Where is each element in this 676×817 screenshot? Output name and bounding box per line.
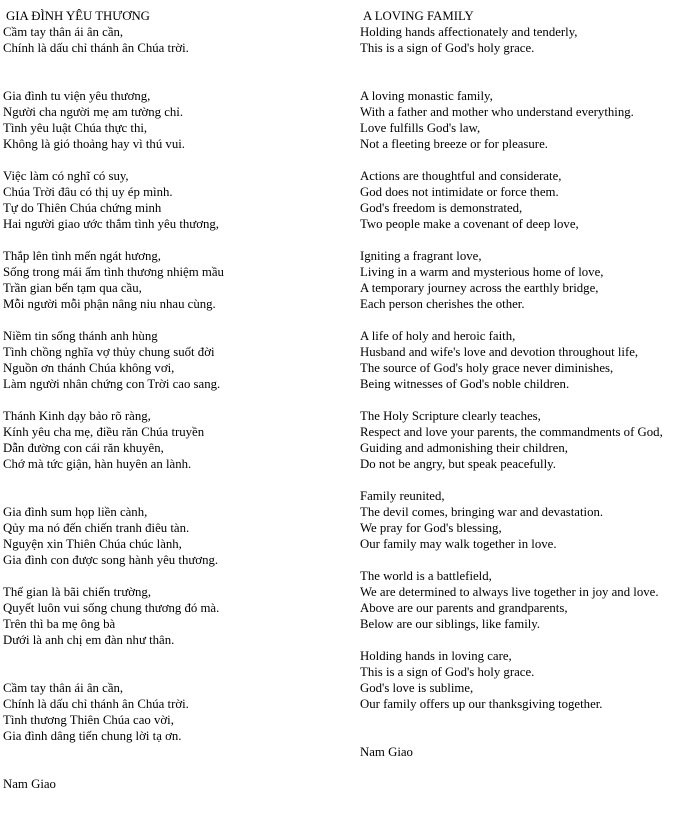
- poem-line: Do not be angry, but speak peacefully.: [360, 457, 556, 471]
- poem-line: Người cha người mẹ am tường chỉ.: [3, 105, 184, 119]
- poem-line: Sống trong mái ấm tình thương nhiệm mầu: [3, 265, 224, 279]
- poem-line: Chính là dấu chỉ thánh ân Chúa trời.: [3, 41, 189, 55]
- english-stanza-1: [360, 24, 670, 56]
- poem-line: Gia đình sum họp liền cành,: [3, 505, 148, 519]
- poem-line: The source of God's holy grace never diminishes,: [360, 361, 614, 375]
- poem-line: This is a sign of God's holy grace.: [360, 41, 535, 55]
- poem-line: The devil comes, bringing war and devastation.: [360, 505, 604, 519]
- poem-line: Làm người nhân chứng con Trời cao sang.: [3, 377, 221, 391]
- poem-line: Being witnesses of God's noble children.: [360, 377, 570, 391]
- english-stanza-5: [360, 328, 670, 392]
- english-stanza-7: [360, 488, 670, 552]
- poem-line: Our family may walk together in love.: [360, 537, 557, 551]
- poem-line: Tình thương Thiên Chúa cao vời,: [3, 713, 174, 727]
- poem-line: Love fulfills God's law,: [360, 121, 481, 135]
- poem-line: The Holy Scripture clearly teaches,: [360, 409, 541, 423]
- poem-line: Above are our parents and grandparents,: [360, 601, 568, 615]
- poem-line: Family reunited,: [360, 489, 445, 503]
- poem-line: Chính là dấu chỉ thánh ân Chúa trời.: [3, 697, 189, 711]
- poem-line: Trên thì ba mẹ ông bà: [3, 617, 116, 631]
- poem-line: Holding hands in loving care,: [360, 649, 512, 663]
- poem-line: Our family offers up our thanksgiving together.: [360, 697, 603, 711]
- vietnamese-stanza-9: [3, 680, 343, 744]
- poem-line: Below are our siblings, like family.: [360, 617, 541, 631]
- vietnamese-stanza-1: [3, 24, 343, 56]
- poem-line: Quyết luôn vui sống chung thương đó mà.: [3, 601, 220, 615]
- poem-line: Mỗi người mỗi phận nâng niu nhau cùng.: [3, 297, 216, 311]
- poem-line: Tình yêu luật Chúa thực thi,: [3, 121, 148, 135]
- poem-line: We are determined to always live together in joy and love.: [360, 585, 659, 599]
- poem-line: Respect and love your parents, the commandments of God,: [360, 425, 663, 439]
- english-stanza-8: [360, 568, 670, 632]
- vietnamese-signature: Nam Giao: [3, 777, 56, 791]
- poem-line: Guiding and admonishing their children,: [360, 441, 568, 455]
- poem-line: Chớ mà tức giận, hàn huyên an lành.: [3, 457, 192, 471]
- vietnamese-stanza-6: [3, 408, 343, 472]
- english-stanza-3: [360, 168, 670, 232]
- vietnamese-stanza-7: [3, 504, 343, 568]
- english-signature: Nam Giao: [360, 745, 413, 759]
- english-stanza-6: [360, 408, 670, 472]
- poem-line: Việc làm có nghĩ có suy,: [3, 169, 129, 183]
- poem-line: Tự do Thiên Chúa chứng minh: [3, 201, 162, 215]
- english-poem-column: [360, 8, 670, 760]
- poem-line: We pray for God's blessing,: [360, 521, 502, 535]
- poem-line: Cầm tay thân ái ân cần,: [3, 25, 124, 39]
- english-title: A LOVING FAMILY: [363, 9, 474, 23]
- poem-line: Nguồn ơn thánh Chúa không vơi,: [3, 361, 175, 375]
- vietnamese-stanza-8: [3, 584, 343, 648]
- poem-line: Actions are thoughtful and considerate,: [360, 169, 562, 183]
- poem-line: Cầm tay thân ái ân cần,: [3, 681, 124, 695]
- poem-line: Không là gió thoảng hay vì thú vui.: [3, 137, 185, 151]
- poem-line: Gia đình tu viện yêu thương,: [3, 89, 151, 103]
- poem-line: Gia đình con được song hành yêu thương.: [3, 553, 219, 567]
- poem-line: Kính yêu cha mẹ, điều răn Chúa truyền: [3, 425, 205, 439]
- poem-line: God's love is sublime,: [360, 681, 474, 695]
- vietnamese-stanza-2: [3, 88, 343, 152]
- poem-line: Chúa Trời đâu có thị uy ép mình.: [3, 185, 173, 199]
- vietnamese-title: GIA ĐÌNH YÊU THƯƠNG: [6, 9, 150, 23]
- poem-line: Holding hands affectionately and tenderly,: [360, 25, 578, 39]
- poem-line: God does not intimidate or force them.: [360, 185, 559, 199]
- vietnamese-poem-column: [3, 8, 343, 792]
- poem-line: Two people make a covenant of deep love,: [360, 217, 579, 231]
- vietnamese-stanza-3: [3, 168, 343, 232]
- poem-line: Each person cherishes the other.: [360, 297, 525, 311]
- poem-line: Niềm tin sống thánh anh hùng: [3, 329, 158, 343]
- poem-line: Husband and wife's love and devotion throughout life,: [360, 345, 639, 359]
- poem-line: A temporary journey across the earthly bridge,: [360, 281, 599, 295]
- poem-line: Thắp lên tình mến ngát hương,: [3, 249, 161, 263]
- english-stanza-4: [360, 248, 670, 312]
- poem-line: God's freedom is demonstrated,: [360, 201, 523, 215]
- poem-line: A loving monastic family,: [360, 89, 493, 103]
- poem-line: Thế gian là bãi chiến trường,: [3, 585, 152, 599]
- poem-line: Hai người giao ước thắm tình yêu thương,: [3, 217, 219, 231]
- poem-line: Nguyện xin Thiên Chúa chúc lành,: [3, 537, 182, 551]
- english-stanza-2: [360, 88, 670, 152]
- poem-line: Trần gian bến tạm qua cầu,: [3, 281, 142, 295]
- poem-line: Dẫn đường con cái răn khuyên,: [3, 441, 164, 455]
- vietnamese-stanza-5: [3, 328, 343, 392]
- poem-line: Qủy ma nó đến chiến tranh điêu tàn.: [3, 521, 190, 535]
- poem-line: Living in a warm and mysterious home of love,: [360, 265, 604, 279]
- poem-line: Igniting a fragrant love,: [360, 249, 482, 263]
- poem-line: A life of holy and heroic faith,: [360, 329, 516, 343]
- vietnamese-stanza-4: [3, 248, 343, 312]
- poem-line: Thánh Kinh dạy bảo rõ ràng,: [3, 409, 151, 423]
- poem-line: Gia đình dâng tiến chung lời tạ ơn.: [3, 729, 182, 743]
- poem-line: Dưới là anh chị em đàn như thân.: [3, 633, 175, 647]
- poem-line: The world is a battlefield,: [360, 569, 492, 583]
- poem-line: With a father and mother who understand everything.: [360, 105, 634, 119]
- english-stanza-9: [360, 648, 670, 712]
- poem-line: This is a sign of God's holy grace.: [360, 665, 535, 679]
- poem-line: Tình chồng nghĩa vợ thủy chung suốt đời: [3, 345, 215, 359]
- poem-line: Not a fleeting breeze or for pleasure.: [360, 137, 548, 151]
